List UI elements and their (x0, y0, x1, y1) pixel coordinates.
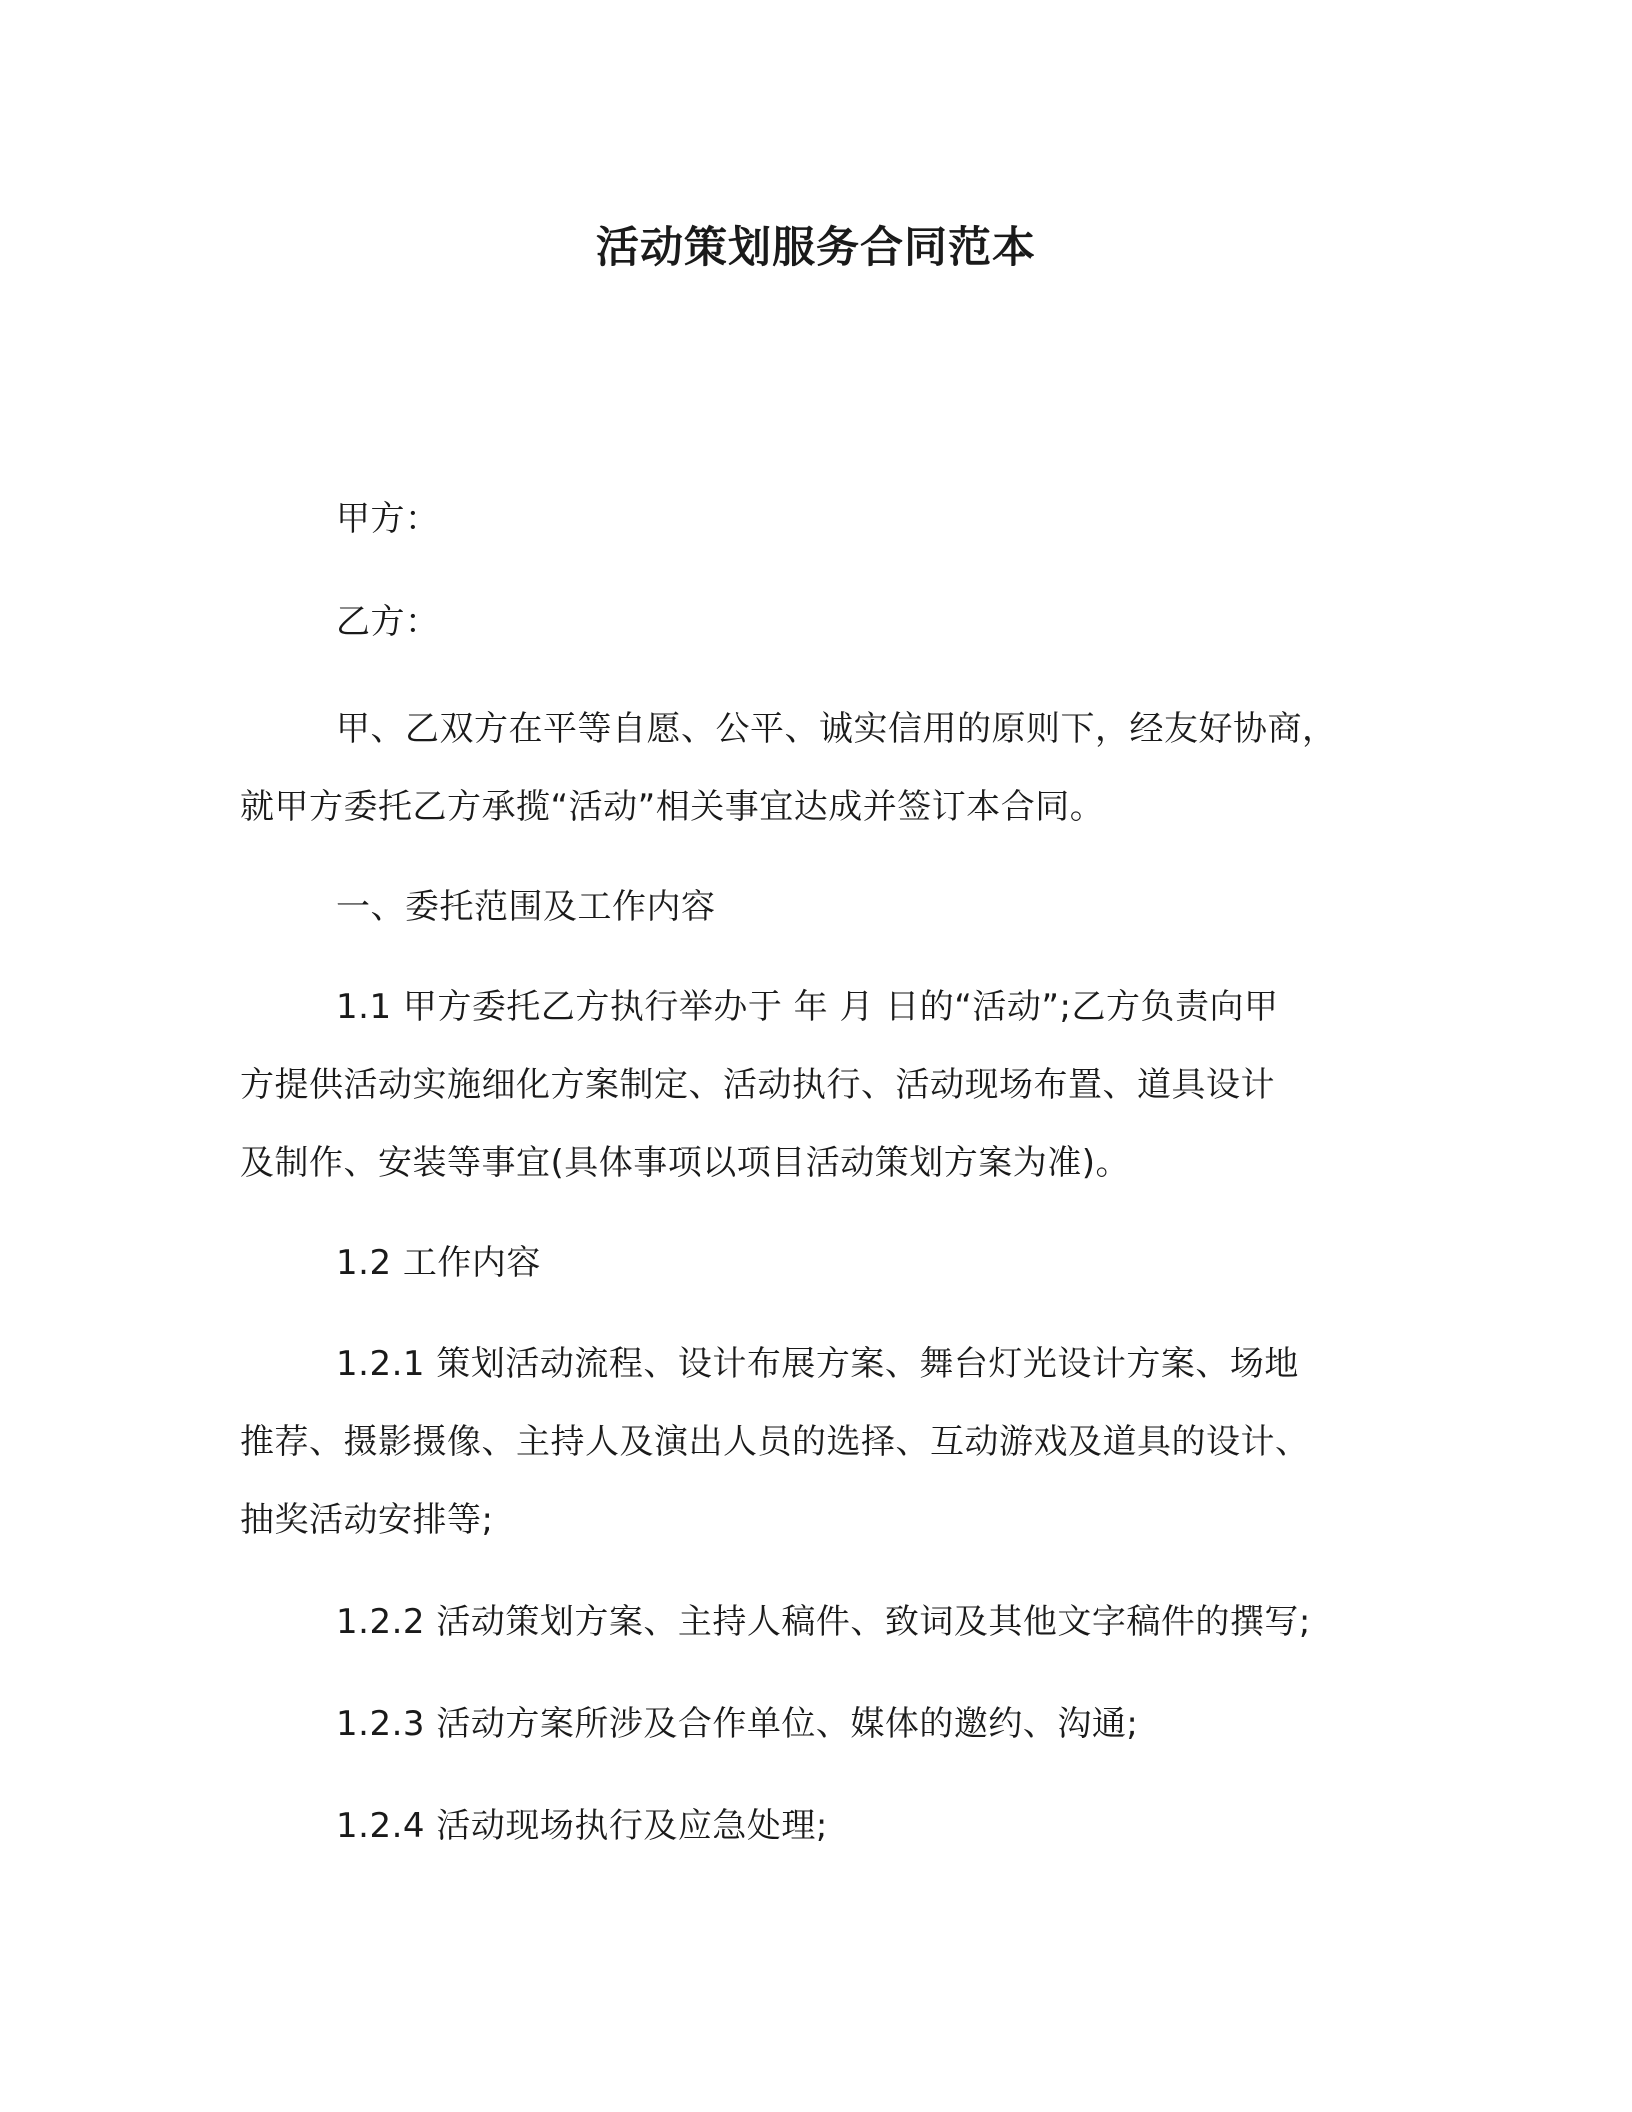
intro-line-1: 甲、乙双方在平等自愿、公平、诚实信用的原则下，经友好协商， (336, 709, 1337, 749)
clause-1-2-3: 1.2.3 活动方案所涉及合作单位、媒体的邀约、沟通; (336, 1704, 1139, 1744)
clause-1-1-line-2: 方提供活动实施细化方案制定、活动执行、活动现场布置、道具设计 (240, 1065, 1275, 1105)
clause-1-2-heading: 1.2 工作内容 (336, 1243, 541, 1283)
intro-paragraph (240, 690, 1410, 768)
party-b-label: 乙方： (336, 602, 440, 642)
document-title: 活动策划服务合同范本 (596, 223, 1036, 273)
intro-paragraph-continued (240, 768, 1410, 846)
clause-1-2-1-line-3: 抽奖活动安排等; (240, 1500, 494, 1540)
clause-1-2-1-line-2: 推荐、摄影摄像、主持人及演出人员的选择、互动游戏及道具的设计、 (240, 1422, 1310, 1462)
party-a-label: 甲方： (336, 499, 440, 539)
clause-1-2-1-line-1: 1.2.1 策划活动流程、设计布展方案、舞台灯光设计方案、场地 (336, 1344, 1299, 1384)
clause-1-1-line-1: 1.1 甲方委托乙方执行举办于 年 月 日的“活动”;乙方负责向甲 (336, 987, 1279, 1027)
section-1-heading: 一、委托范围及工作内容 (336, 887, 716, 927)
intro-line-2: 就甲方委托乙方承揽“活动”相关事宜达成并签订本合同。 (240, 787, 1105, 827)
clause-1-2-4: 1.2.4 活动现场执行及应急处理; (336, 1806, 828, 1846)
clause-1-2-2: 1.2.2 活动策划方案、主持人稿件、致词及其他文字稿件的撰写; (336, 1602, 1311, 1642)
clause-1-1-line-3: 及制作、安装等事宜(具体事项以项目活动策划方案为准)。 (240, 1143, 1131, 1183)
